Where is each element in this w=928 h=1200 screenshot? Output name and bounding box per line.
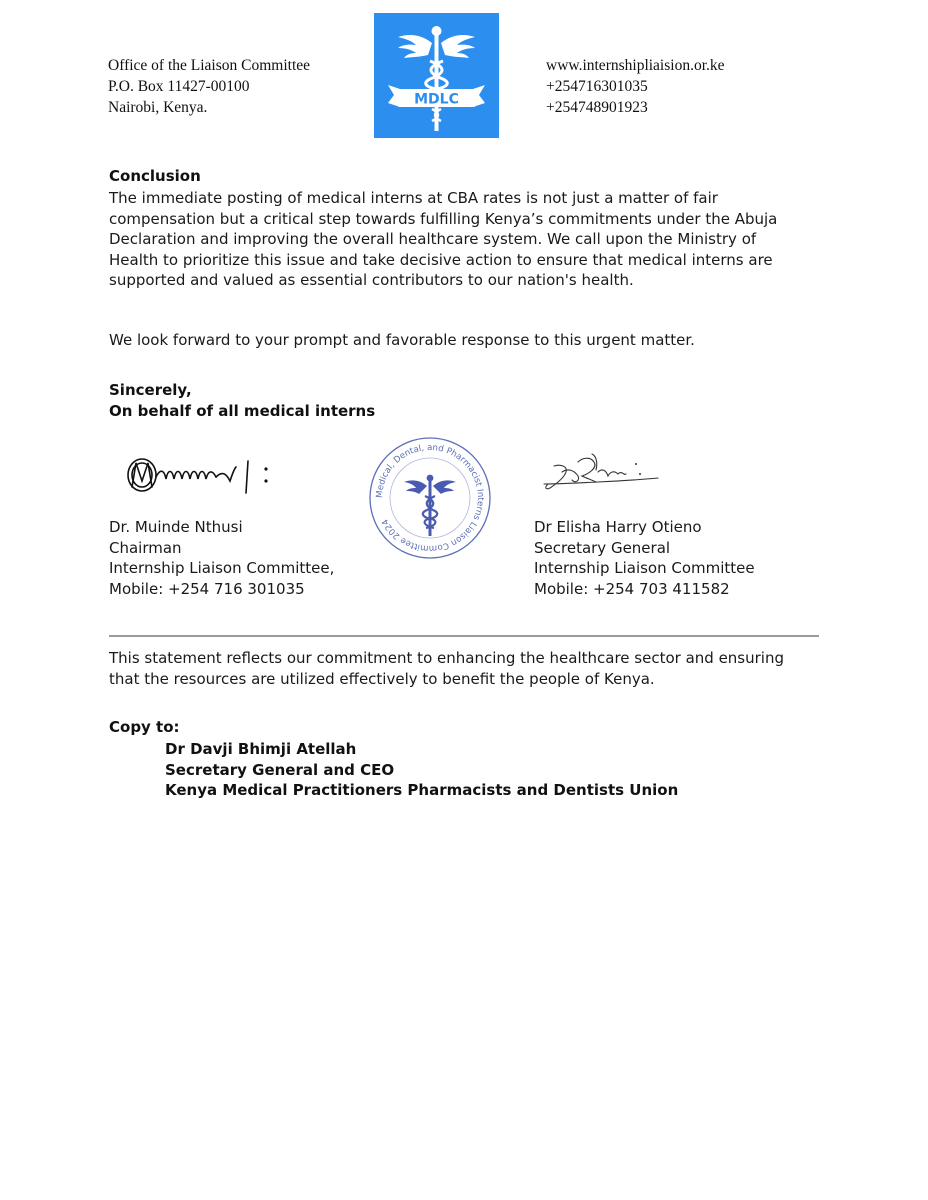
phone-2: +254748901923	[546, 99, 648, 116]
statement-paragraph	[109, 648, 821, 689]
sincerely-text: Sincerely,	[109, 381, 192, 399]
divider	[109, 635, 819, 637]
closing-line: We look forward to your prompt and favorable response to this urgent matter.	[109, 331, 695, 349]
contact-details	[546, 55, 725, 118]
city: Nairobi, Kenya.	[108, 99, 208, 116]
office-name: Office of the Liaison Committee	[108, 57, 311, 74]
paragraph-line: compensation but a critical step towards fulfilling Kenya’s commitments under the Abuja	[109, 209, 778, 228]
statement-line: This statement reflects our commitment to enhancing the healthcare sector and ensuring	[109, 649, 784, 667]
signatory-mobile: Mobile: +254 716 301035	[109, 579, 305, 598]
stamp-ring-text: Medical, Dental, and Pharmacist Interns Liaison Committee 2024	[374, 442, 486, 554]
phone-1: +254716301035	[546, 78, 648, 95]
recipient-title: Secretary General and CEO	[165, 760, 395, 779]
signatory-mobile: Mobile: +254 703 411582	[534, 579, 730, 598]
sender-address	[108, 55, 310, 118]
paragraph-line: The immediate posting of medical interns at CBA rates is not just a matter of fair	[109, 189, 718, 207]
signatory-name: Dr. Muinde Nthusi	[109, 518, 243, 536]
on-behalf-text: On behalf of all medical interns	[109, 402, 376, 420]
signatory-name: Dr Elisha Harry Otieno	[534, 518, 702, 536]
website: www.internshipliaision.or.ke	[546, 57, 725, 74]
signatory-org: Internship Liaison Committee	[534, 559, 755, 577]
recipient-org: Kenya Medical Practitioners Pharmacists and Dentists Union	[165, 781, 679, 799]
caduceus-logo-icon	[374, 13, 499, 138]
po-box: P.O. Box 11427-00100	[108, 78, 250, 95]
mdlc-logo	[374, 13, 499, 138]
logo-text: MDLC	[414, 91, 459, 108]
signatory-title: Chairman	[109, 538, 182, 557]
paragraph-line: supported and valued as essential contributors to our nation's health.	[109, 271, 634, 289]
copy-recipient	[165, 739, 678, 801]
paragraph-line: Declaration and improving the overall healthcare system. We call upon the Ministry of	[109, 230, 757, 248]
paragraph-line: Health to prioritize this issue and take decisive action to ensure that medical interns are	[109, 250, 773, 269]
signatory-org: Internship Liaison Committee,	[109, 559, 335, 577]
chairman-block	[109, 517, 334, 599]
chairman-signature	[118, 447, 278, 507]
secretary-general-block	[534, 517, 755, 599]
conclusion-paragraph	[109, 188, 819, 291]
secretary-general-signature	[538, 448, 663, 498]
copy-to-label: Copy to:	[109, 718, 180, 736]
statement-line: that the resources are utilized effectively to benefit the people of Kenya.	[109, 669, 655, 688]
conclusion-heading: Conclusion	[109, 167, 201, 185]
signatory-title: Secretary General	[534, 538, 671, 557]
committee-stamp	[366, 434, 494, 562]
recipient-name: Dr Davji Bhimji Atellah	[165, 740, 357, 758]
